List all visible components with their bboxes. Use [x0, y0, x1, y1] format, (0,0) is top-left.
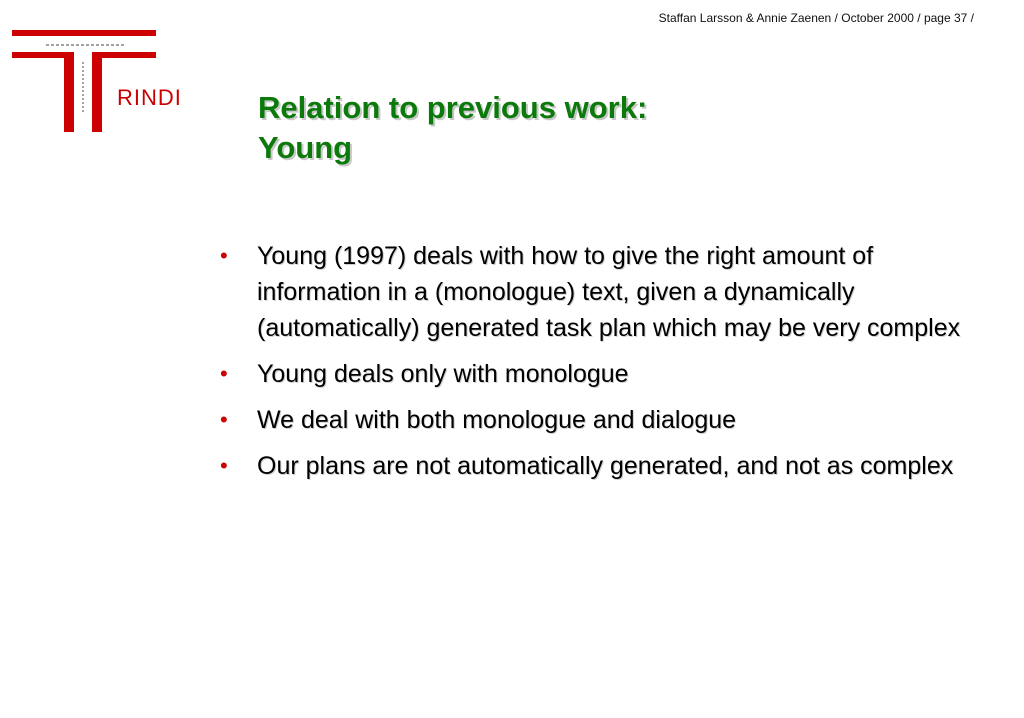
page-header: Staffan Larsson & Annie Zaenen / October 2000 / page 37 / — [658, 11, 974, 25]
slide-title-line-2: Young — [258, 130, 353, 165]
bullet-text: Young deals only with monologue — [257, 360, 629, 388]
trindi-logo — [10, 28, 210, 138]
bullet-icon: • — [220, 361, 228, 386]
bullet-list — [214, 238, 984, 494]
logo-text: RINDI — [117, 85, 182, 110]
slide-title-line-1: Relation to previous work: — [258, 90, 648, 125]
bullet-icon: • — [220, 407, 228, 432]
bullet-item — [214, 402, 984, 438]
bullet-text: Our plans are not automatically generated, and not as complex — [257, 452, 954, 480]
bullet-text: Young (1997) deals with how to give the right amount of information in a (monologue) text, given a dynamically (automatically) generated task plan which may be very complex — [257, 242, 961, 342]
bullet-icon: • — [220, 453, 228, 478]
trindi-logo-mark — [10, 28, 210, 138]
bullet-item — [214, 356, 984, 392]
bullet-item — [214, 448, 984, 484]
bullet-item — [214, 238, 984, 346]
bullet-text: We deal with both monologue and dialogue — [257, 406, 737, 434]
bullet-icon: • — [220, 243, 228, 268]
slide-title — [258, 88, 878, 168]
